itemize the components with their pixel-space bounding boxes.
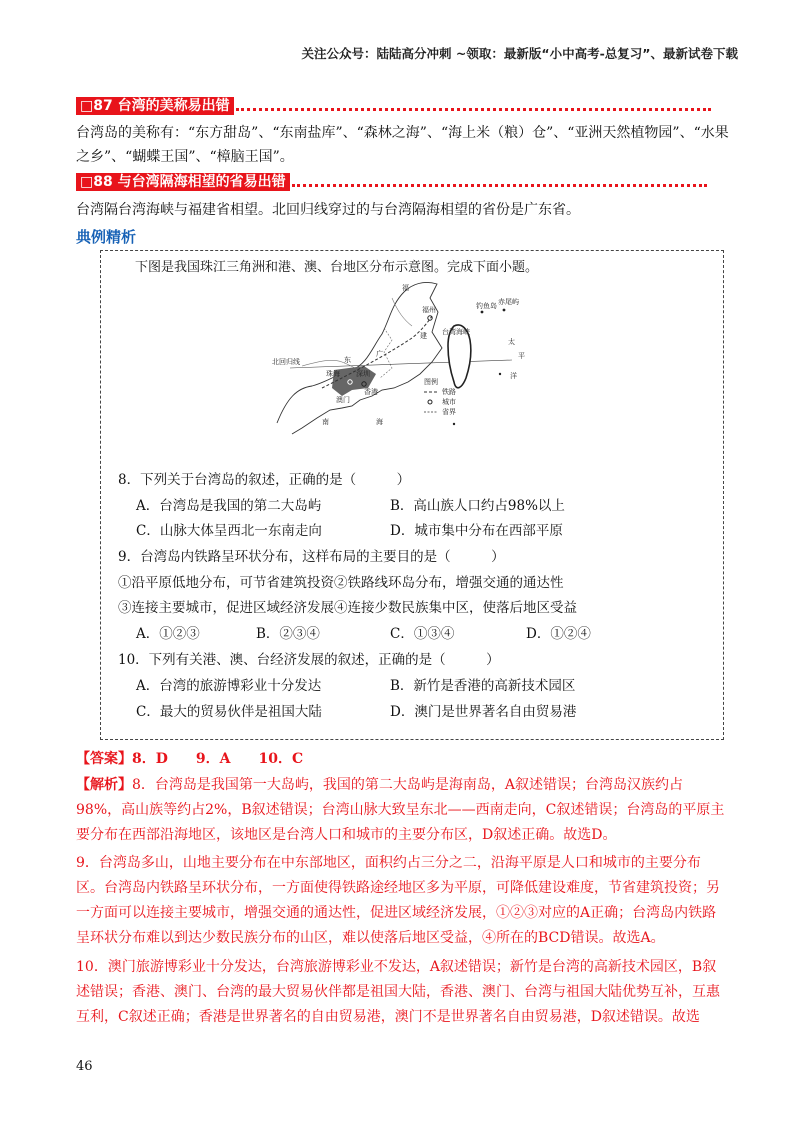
map-label: 澳门: [336, 396, 350, 404]
q10-option-a[interactable]: A．台湾的旅游博彩业十分发达: [136, 678, 322, 694]
q9-stem: 9．台湾岛内铁路呈环状分布，这样布局的主要目的是（ ）: [118, 549, 505, 565]
island-dot: [453, 423, 455, 425]
island-dot: [503, 309, 506, 312]
map-label: 海: [376, 418, 383, 426]
q8-option-a[interactable]: A．台湾岛是我国的第二大岛屿: [136, 498, 322, 514]
section-88-text: 台湾隔台湾海峡与福建省相望。北回归线穿过的与台湾隔海相望的省份是广东省。: [76, 202, 580, 218]
section-divider: [292, 184, 707, 187]
q9-option-d[interactable]: D．①②④: [526, 626, 591, 642]
map-label: 太: [508, 338, 515, 346]
q9-option-c[interactable]: C．①③④: [390, 626, 455, 642]
map-figure: [272, 278, 532, 448]
analysis-label: 【解析】: [76, 777, 132, 793]
q10-stem: 10．下列有关港、澳、台经济发展的叙述，正确的是（ ）: [118, 652, 500, 668]
legend-title: 图例: [424, 378, 438, 386]
map-label: 福州: [422, 306, 436, 314]
q10-option-b[interactable]: B．新竹是香港的高新技术园区: [390, 678, 576, 694]
map-label: 北回归线: [272, 358, 300, 366]
analysis-p1-text: 8．台湾岛是我国第一大岛屿，我国的第二大岛屿是海南岛，A叙述错误；台湾岛汉族约占98%，高山族等约占2%，B叙述错误；台湾山脉大致呈东北——西南走向，C叙述错误；台湾岛的平原主要分布在西部沿海地区，该地区是台湾人口和城市的主要分布区，D叙述正确。故选D。: [76, 777, 725, 843]
map-label: 钓鱼岛: [476, 302, 497, 310]
map-label: 深圳: [356, 370, 370, 378]
island-dot: [499, 373, 501, 375]
q8-option-b[interactable]: B．高山族人口约占98%以上: [390, 498, 565, 514]
section-87-text: 台湾岛的美称有：“东方甜岛”、“东南盐库”、“森林之海”、“海上米（粮）仓”、“亚洲天然植物园”、“水果之乡”、“蝴蝶王国”、“樟脑王国”。: [76, 125, 729, 165]
q8-option-d[interactable]: D．城市集中分布在西部平原: [390, 523, 563, 539]
legend-city: 城市: [442, 398, 456, 406]
section-88-heading: [76, 172, 707, 192]
map-label: 珠海: [326, 370, 340, 378]
answer-label: 【答案】: [76, 751, 132, 767]
section-87-title: □87 台湾的美称易出错: [76, 97, 234, 115]
q10-option-c[interactable]: C．最大的贸易伙伴是祖国大陆: [136, 704, 322, 720]
page-number: 46: [76, 1059, 93, 1074]
island-dot: [481, 311, 484, 314]
q9-statement-line1: ①沿平原低地分布，可节省建筑投资②铁路线环岛分布，增强交通的通达性: [118, 575, 564, 591]
map-label: 东: [344, 356, 351, 364]
page-header: 关注公众号：陆陆高分冲刺 ~领取：最新版“小中高考-总复习”、最新试卷下载: [301, 46, 738, 61]
map-label: 赤尾屿: [498, 298, 519, 306]
city-marker: [428, 316, 432, 320]
question-intro: 下图是我国珠江三角洲和港、澳、台地区分布示意图。完成下面小题。: [135, 260, 539, 275]
q8-option-c[interactable]: C．山脉大体呈西北一东南走向: [136, 523, 322, 539]
q10-option-d[interactable]: D．澳门是世界著名自由贸易港: [390, 704, 577, 720]
mainland-coastline: [277, 282, 442, 434]
map-label: 台湾海峡: [442, 328, 470, 336]
map-label: 南: [322, 418, 329, 426]
river: [392, 298, 412, 326]
section-87-heading: [76, 96, 711, 116]
q8-stem: 8．下列关于台湾岛的叙述，正确的是（ ）: [118, 472, 411, 488]
analysis-p2: 9．台湾岛多山，山地主要分布在中东部地区，面积约占三分之二，沿海平原是人口和城市的主要分布区。台湾岛内铁路呈环状分布，一方面使得铁路途经地区多为平原，可降低建设难度，节省建筑投资；另一方面可以连接主要城市，增强交通的通达性，促进区域经济发展，①②③对应的A正确；台湾岛内铁路呈环状分布难以到达少数民族分布的山区，难以使落后地区受益，④所在的BCD错误。故选A。: [76, 855, 720, 946]
map-label: 福: [402, 284, 409, 292]
map-label: 平: [518, 352, 525, 360]
legend-border: 省界: [442, 408, 456, 416]
legend-rail: 铁路: [442, 388, 456, 396]
map-label: 广: [376, 350, 383, 358]
answer-text: 8．D 9．A 10．C: [132, 751, 304, 767]
analysis-p1: [76, 773, 726, 848]
section-88-title: □88 与台湾隔海相望的省易出错: [76, 173, 290, 191]
q9-option-a[interactable]: A．①②③: [136, 626, 200, 642]
section-divider: [236, 108, 711, 111]
q9-statement-line2: ③连接主要城市，促进区域经济发展④连接少数民族集中区，使落后地区受益: [118, 600, 577, 616]
map-label: 建: [420, 332, 427, 340]
example-heading: 典例精析: [76, 228, 137, 246]
legend-city-swatch: [428, 400, 432, 404]
answer-line: [76, 747, 726, 772]
q9-option-b[interactable]: B．②③④: [256, 626, 320, 642]
analysis-p3: 10．澳门旅游博彩业十分发达，台湾旅游博彩业不发达，A叙述错误；新竹是台湾的高新技术园区，B叙述错误；香港、澳门、台湾的最大贸易伙伴都是祖国大陆，香港、澳门、台湾与祖国大陆优势互补，互惠互利，C叙述正确；香港是世界著名的自由贸易港，澳门不是世界著名自由贸易港，D叙述错误。故选: [76, 959, 720, 1025]
map-label: 洋: [510, 372, 517, 380]
map-label: 香港: [364, 388, 378, 396]
